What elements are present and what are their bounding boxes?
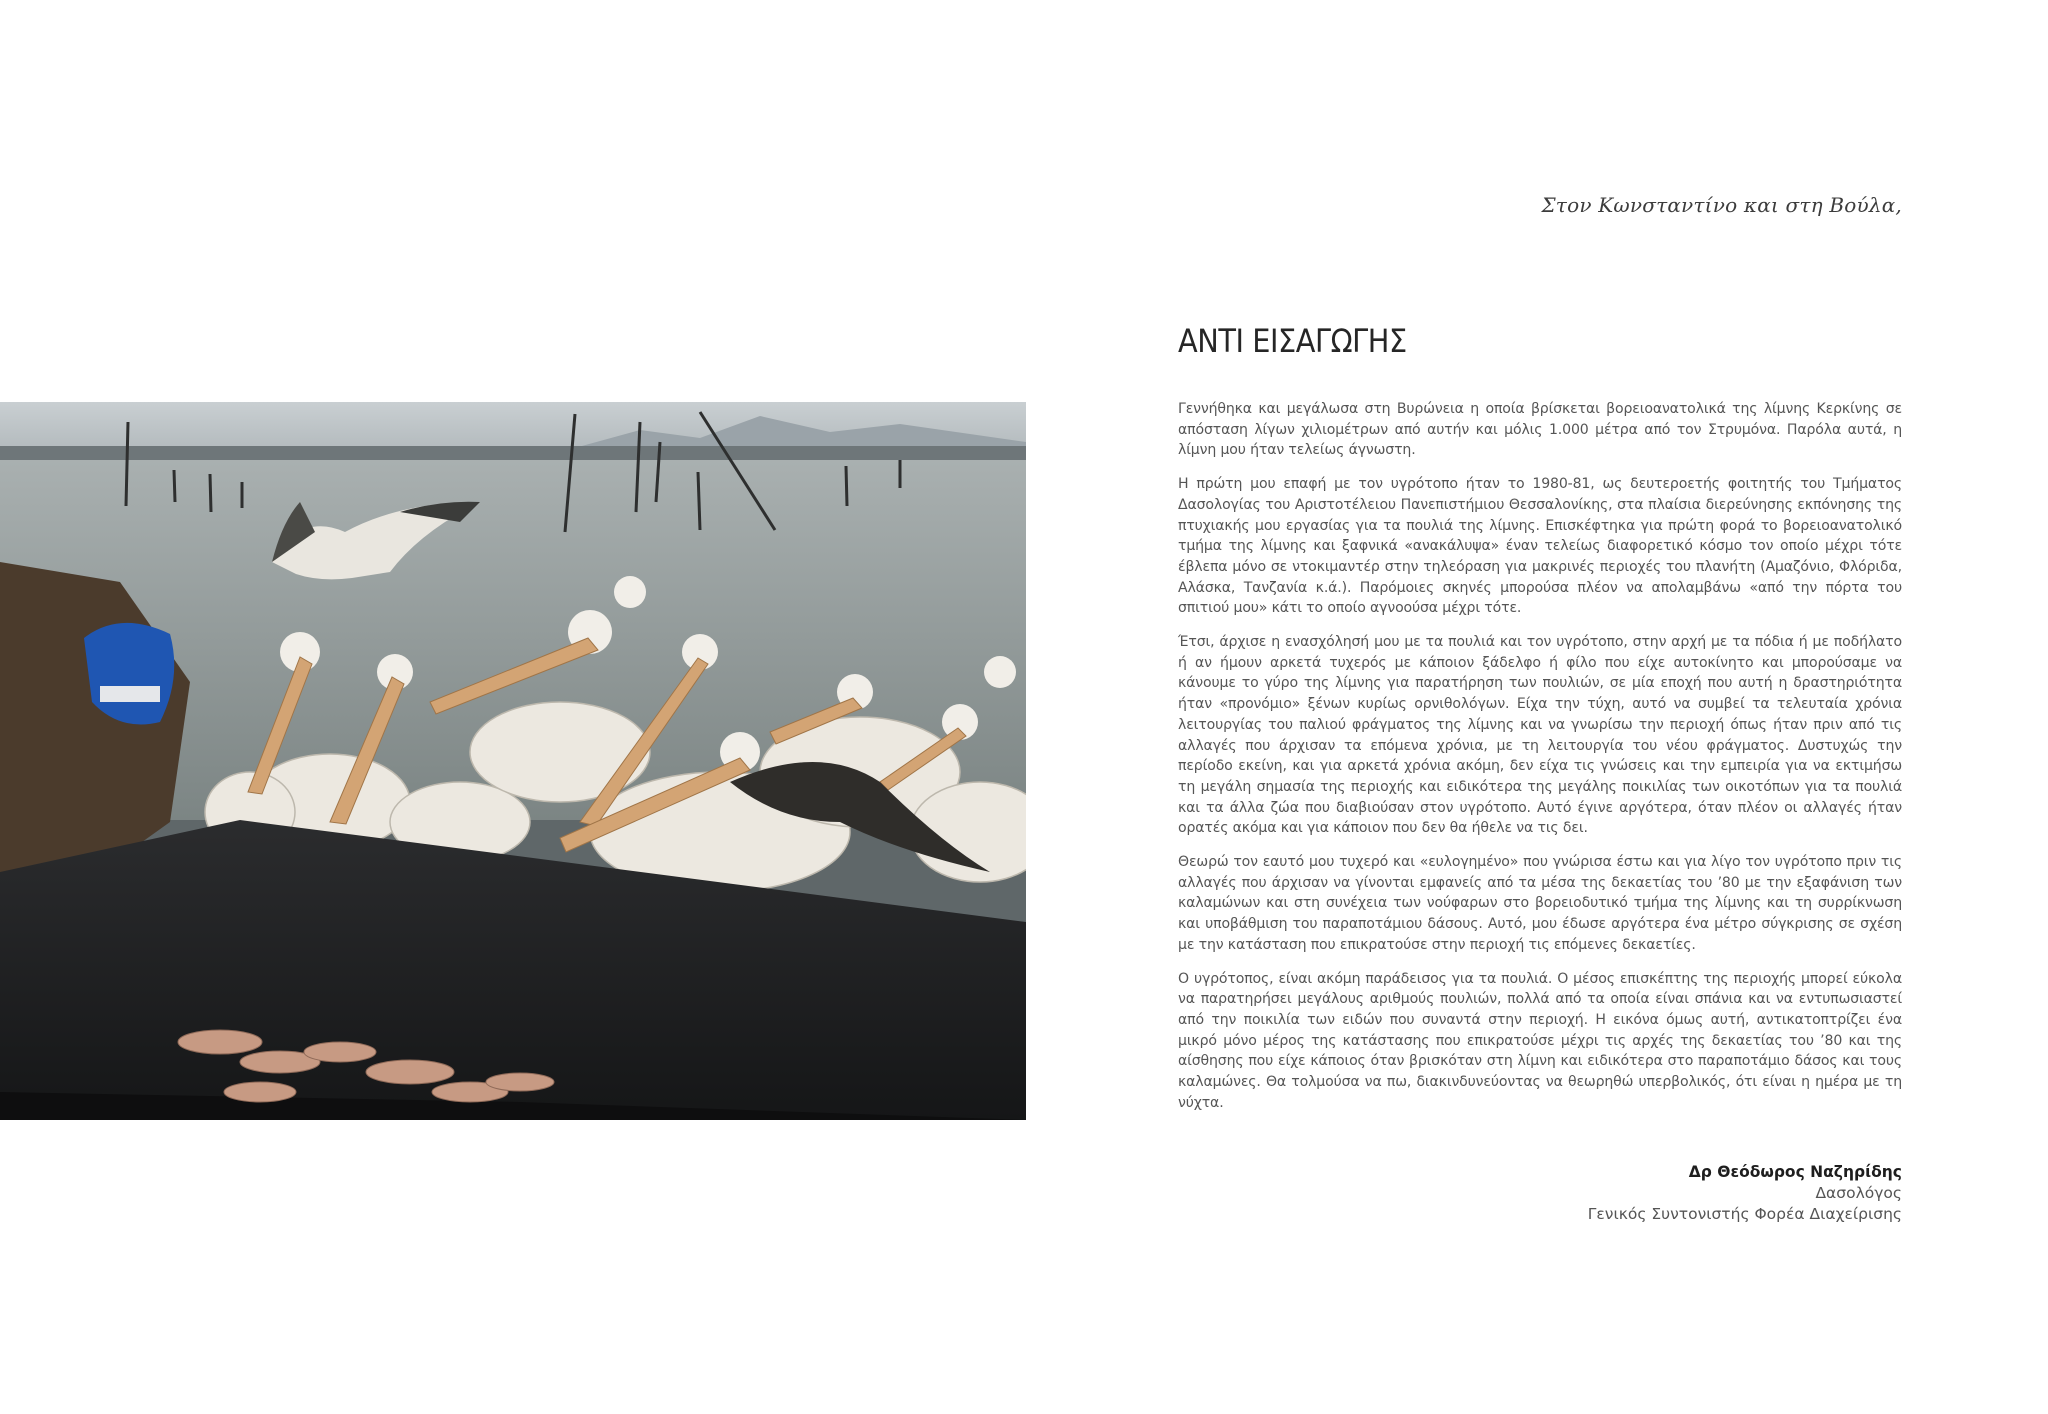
paragraph: Θεωρώ τον εαυτό μου τυχερό και «ευλογημένο» που γνώρισα έστω και για λίγο τον υγρότοπο πριν τις αλλαγές που άρχισαν να γίνονται εμφανείς από τα μέσα της δεκαετίας του ’80 με την εξαφάνιση των καλαμώνων και στη συνέχεια των νούφαρων στο βορειοδυτικό τμήμα της λίμνης και τη συρρίκνωση και υποβάθμιση του παραποτάμιου δάσους. Αυτό, μου έδωσε αργότερα ένα μέτρο σύγκρισης σε σχέση με την κατάσταση που επικρατούσε στην περιοχή τις επόμενες δεκαετίες. bbox=[1178, 854, 1902, 953]
paragraph: Η πρώτη μου επαφή με τον υγρότοπο ήταν το 1980-81, ως δευτεροετής φοιτητής του Τμήματος Δασολογίας του Αριστοτέλειου Πανεπιστήμιου Θεσσαλονίκης, στα πλαίσια διερεύνησης εκπόνησης της πτυχιακής μου εργασίας για τα πουλιά της λίμνης. Επισκέφτηκα για πρώτη φορά το βορειοανατολικό τμήμα της λίμνης και ξαφνικά «ανακάλυψα» έναν τελείως διαφορετικό κόσμο τον οποίο μέχρι τότε έβλεπα μόνο σε ντοκιμαντέρ στην τηλεόραση για μακρινές περιοχές του πλανήτη (Αμαζόνιο, Φλόριδα, Αλάσκα, Τανζανία κ.ά.). Παρόμοιες σκηνές μπορούσα πλέον να απολαμβάνω «από την πόρτα του σπιτιού μου» κάτι το οποίο αγνοούσα μέχρι τότε. bbox=[1178, 476, 1902, 617]
author-role: Δασολόγος bbox=[1815, 1184, 1902, 1202]
paragraph: Γεννήθηκα και μεγάλωσα στη Βυρώνεια η οποία βρίσκεται βορειοανατολικά της λίμνης Κερκίνης σε απόσταση λίγων χιλιομέτρων από αυτήν και μόλις 1.000 μέτρα από τον Στρυμόνα. Παρόλα αυτά, η λίμνη μου ήταν τελείως άγνωστη. bbox=[1178, 401, 1902, 459]
pelicans-fisherman-image bbox=[0, 402, 1026, 1120]
author-position: Γενικός Συντονιστής Φορέα Διαχείρισης bbox=[1587, 1205, 1902, 1223]
author-name: Δρ Θεόδωρος Ναζηρίδης bbox=[1688, 1163, 1902, 1181]
article-body bbox=[1178, 399, 1902, 1127]
signature-block bbox=[1588, 1162, 1902, 1225]
paragraph: Ο υγρότοπος, είναι ακόμη παράδεισος για τα πουλιά. Ο μέσος επισκέπτης της περιοχής μπορεί εύκολα να παρατηρήσει μεγάλους αριθμούς πουλιών, πολλά από τα οποία είναι σπάνια και να εντυπωσιαστεί από την ποικιλία των ειδών που συναντά στην περιοχή. Η εικόνα όμως αυτή, αντικατοπτρίζει ένα μικρό μόνο μέρος της κατάστασης που επικρατούσε μέχρι τις αρχές της δεκαετίας του ’80 και της αίσθησης που είχε κάποιος όταν βρισκόταν στη λίμνη και ειδικότερα στο παραποτάμιο δάσος και τους καλαμώνες. Θα τολμούσα να πω, διακινδυνεύοντας να θεωρηθώ υπερβολικός, ότι είναι η ημέρα με τη νύχτα. bbox=[1178, 970, 1902, 1111]
paragraph: Έτσι, άρχισε η ενασχόλησή μου με τα πουλιά και τον υγρότοπο, στην αρχή με τα πόδια ή με ποδήλατο ή αν ήμουν αρκετά τυχερός με κάποιον ξάδελφο ή φίλο που είχε αυτοκίνητο και μπορούσαμε να κάνουμε το γύρο της λίμνης για παρατήρηση των πουλιών, σε μία εποχή που αυτή η δραστηριότητα ήταν «προνόμιο» ξένων κυρίως ορνιθολόγων. Είχα την τύχη, αυτό να συμβεί τα τελευταία χρόνια λειτουργίας του παλιού φράγματος της λίμνης και να γνωρίσω την περιοχή όπως ήταν πριν από τις αλλαγές που άρχισαν τα επόμενα χρόνια, με τη λειτουργία του νέου φράγματος. Δυστυχώς την περίοδο εκείνη, και για αρκετά χρόνια ακόμη, δεν είχα τις γνώσεις και την εμπειρία για να εκτιμήσω τη μεγάλη σημασία της περιοχής και ειδικότερα της μεγάλης ποικιλίας των οικοτόπων για τα πουλιά και τα άλλα ζώα που διαβιούσαν στον υγρότοπο. Αυτό έγινε αργότερα, όταν πλέον οι αλλαγές ήταν ορατές ακόμα και για κάποιον που δεν θα ήθελε να τις δει. bbox=[1178, 634, 1902, 837]
lake-pelicans-photo bbox=[0, 402, 1026, 1120]
dedication: Στον Κωνσταντίνο και στη Βούλα, bbox=[1541, 193, 1902, 217]
page-title: ΑΝΤΙ ΕΙΣΑΓΩΓΗΣ bbox=[1178, 322, 1407, 360]
